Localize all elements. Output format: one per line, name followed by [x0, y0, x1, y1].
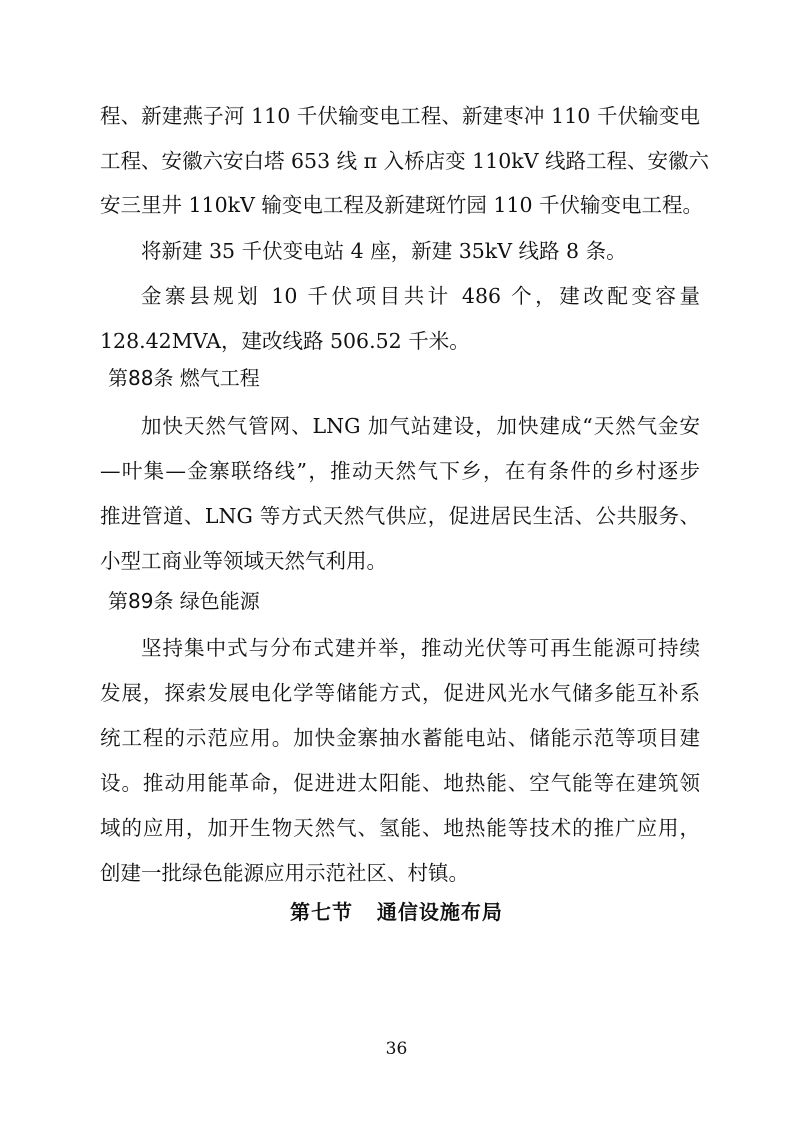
article-heading-89: 第89条 绿色能源 — [108, 589, 260, 613]
paragraph-line: 发展，探索发展电化学等储能方式，促进风光水气储多能互补系 — [100, 681, 700, 705]
paragraph-line: 安三里井 110kV 输变电工程及新建斑竹园 110 千伏输变电工程。 — [100, 193, 704, 217]
paragraph-line: 128.42MVA，建改线路 506.52 千米。 — [100, 329, 470, 353]
paragraph-line: 金寨县规划 10 千伏项目共计 486 个，建改配变容量 — [141, 284, 700, 308]
paragraph-line: 创建一批绿色能源应用示范社区、村镇。 — [100, 861, 469, 885]
paragraph-line: 推进管道、LNG 等方式天然气供应，促进居民生活、公共服务、 — [100, 504, 700, 528]
paragraph-line: 加快天然气管网、LNG 加气站建设，加快建成“天然气金安 — [141, 414, 700, 438]
paragraph-line: 统工程的示范应用。加快金寨抽水蓄能电站、储能示范等项目建 — [100, 726, 700, 750]
paragraph-line: 工程、安徽六安白塔 653 线 π 入桥店变 110kV 线路工程、安徽六 — [100, 149, 710, 173]
section-title: 第七节 通信设施布局 — [290, 900, 503, 924]
page-number: 36 — [385, 1039, 408, 1059]
article-heading-88: 第88条 燃气工程 — [108, 366, 260, 390]
paragraph-line: 域的应用，加开生物天然气、氢能、地热能等技术的推广应用， — [100, 816, 700, 840]
paragraph-line: 小型工商业等领域天然气利用。 — [100, 549, 387, 573]
paragraph-line: 程、新建燕子河 110 千伏输变电工程、新建枣冲 110 千伏输变电 — [100, 104, 700, 128]
paragraph-line: 将新建 35 千伏变电站 4 座，新建 35kV 线路 8 条。 — [141, 239, 627, 263]
paragraph-line: —叶集—金寨联络线”，推动天然气下乡，在有条件的乡村逐步 — [100, 459, 700, 483]
paragraph-line: 设。推动用能革命，促进进太阳能、地热能、空气能等在建筑领 — [100, 771, 700, 795]
paragraph-line: 坚持集中式与分布式建并举，推动光伏等可再生能源可持续 — [141, 636, 700, 660]
